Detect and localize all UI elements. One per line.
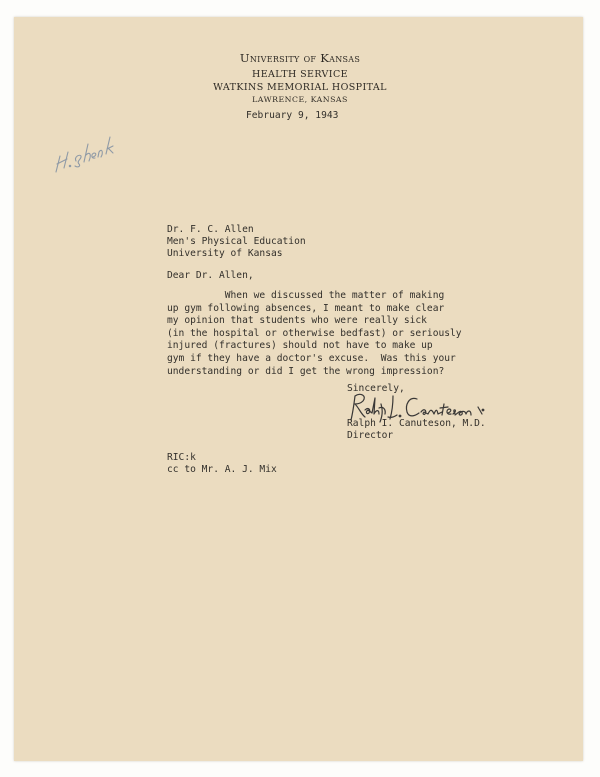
letter-body (167, 290, 462, 378)
letterhead-institution: University of Kansas (239, 51, 361, 65)
body-line: up gym following absences, I meant to make clear (167, 302, 445, 314)
body-line: understanding or did I get the wrong impression? (167, 365, 445, 377)
letterhead-location: LAWRENCE, KANSAS (252, 95, 348, 104)
body-line: When we discussed the matter of making (167, 290, 445, 301)
recipient-department: Men's Physical Education (167, 236, 306, 247)
letterhead-hospital: WATKINS MEMORIAL HOSPITAL (213, 82, 387, 93)
body-line: (in the hospital or otherwise bedfast) or seriously (167, 327, 462, 339)
carbon-copy-line: cc to Mr. A. J. Mix (167, 464, 277, 475)
salutation: Dear Dr. Allen, (167, 270, 254, 281)
closing: Sincerely, (347, 383, 405, 394)
body-line: gym if they have a doctor's excuse. Was this your (167, 352, 456, 364)
body-line: injured (fractures) should not have to make up (167, 340, 433, 352)
body-line: my opinion that students who were really sick (167, 315, 427, 327)
handwritten-pencil-note (46, 128, 126, 178)
recipient-institution: University of Kansas (167, 248, 283, 259)
sender-name: Ralph I. Canuteson, M.D. (347, 418, 486, 429)
reference-initials: RIC:k (167, 452, 196, 463)
recipient-name: Dr. F. C. Allen (167, 224, 254, 235)
sender-title: Director (347, 430, 394, 441)
letterhead-department: HEALTH SERVICE (252, 69, 348, 80)
letter-date: February 9, 1943 (246, 110, 339, 121)
